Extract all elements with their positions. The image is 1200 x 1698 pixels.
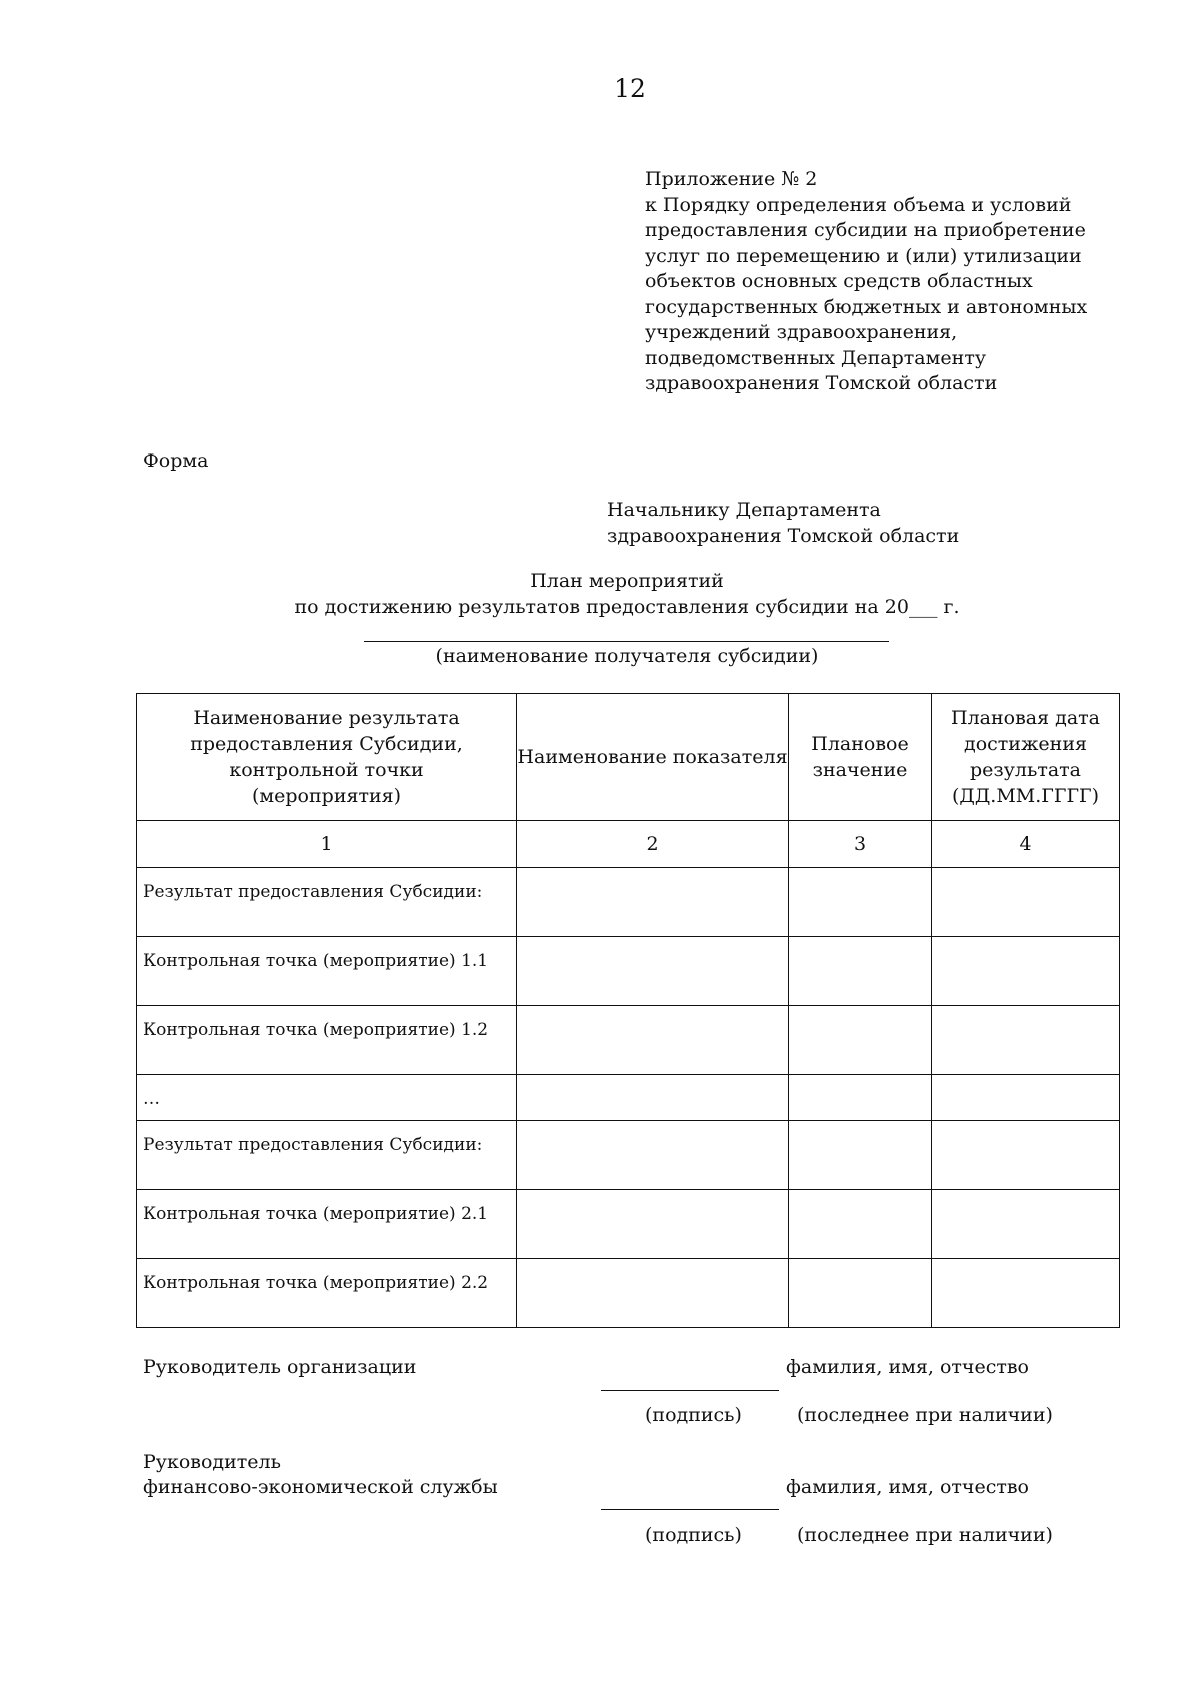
table-row <box>137 868 1120 937</box>
addressee-line: Начальнику Департамента <box>607 499 881 521</box>
table-row <box>137 1075 1120 1121</box>
indicator-name-cell[interactable] <box>517 1006 789 1075</box>
indicator-name-cell[interactable] <box>517 1075 789 1121</box>
planned-date-cell[interactable] <box>932 1006 1120 1075</box>
signatory-title-line2: финансово-экономической службы <box>143 1476 498 1498</box>
table-header-row <box>137 694 1120 821</box>
signature-line[interactable] <box>601 1509 779 1510</box>
appendix-line: учреждений здравоохранения, <box>645 321 958 343</box>
row-label: Контрольная точка (мероприятие) 1.1 <box>143 951 489 971</box>
indicator-name-cell[interactable] <box>517 1190 789 1259</box>
table-row <box>137 1190 1120 1259</box>
row-label-cell <box>137 1259 517 1328</box>
appendix-line: к Порядку определения объема и условий <box>645 193 1072 216</box>
header-cell <box>517 694 789 821</box>
header-cell <box>789 694 932 821</box>
recipient-name-field[interactable] <box>364 641 889 642</box>
plan-table <box>136 693 1120 1328</box>
row-label-cell <box>137 868 517 937</box>
header-text: Наименование показателя <box>517 746 788 768</box>
header-cell <box>137 694 517 821</box>
signature-line[interactable] <box>601 1390 779 1391</box>
table-row <box>137 937 1120 1006</box>
planned-date-cell[interactable] <box>932 1190 1120 1259</box>
planned-value-cell[interactable] <box>789 937 932 1006</box>
appendix-line: подведомственных Департаменту <box>645 346 987 369</box>
planned-date-cell[interactable] <box>932 1121 1120 1190</box>
indicator-name-cell[interactable] <box>517 1121 789 1190</box>
table-row <box>137 1121 1120 1190</box>
planned-date-cell[interactable] <box>932 937 1120 1006</box>
planned-value-cell[interactable] <box>789 1006 932 1075</box>
planned-value-cell[interactable] <box>789 868 932 937</box>
plan-title-line: План мероприятий <box>530 570 724 592</box>
signatory-title: Руководитель организации <box>143 1356 417 1378</box>
appendix-line: здравоохранения Томской области <box>645 372 998 394</box>
row-label-cell <box>137 1006 517 1075</box>
header-cell <box>932 694 1120 821</box>
indicator-name-cell[interactable] <box>517 937 789 1006</box>
row-label: Контрольная точка (мероприятие) 2.2 <box>143 1273 489 1293</box>
planned-value-cell[interactable] <box>789 1259 932 1328</box>
row-label-cell <box>137 937 517 1006</box>
column-number-row <box>137 821 1120 868</box>
appendix-line: Приложение № 2 <box>645 168 818 190</box>
planned-date-cell[interactable] <box>932 1075 1120 1121</box>
row-label: Результат предоставления Субсидии: <box>143 1135 483 1155</box>
indicator-name-cell[interactable] <box>517 868 789 937</box>
header-text: Плановое значение <box>811 733 909 781</box>
name-hint: фамилия, имя, отчество <box>786 1476 1029 1498</box>
plan-title-line: по достижению результатов предоставления субсидии на 20___ г. <box>294 596 960 618</box>
appendix-block <box>645 167 1165 397</box>
row-label: Контрольная точка (мероприятие) 1.2 <box>143 1020 489 1040</box>
appendix-line: государственных бюджетных и автономных <box>645 295 1088 318</box>
planned-value-cell[interactable] <box>789 1121 932 1190</box>
appendix-line: предоставления субсидии на приобретение <box>645 219 1086 241</box>
planned-date-cell[interactable] <box>932 1259 1120 1328</box>
planned-date-cell[interactable] <box>932 868 1120 937</box>
column-number: 2 <box>517 821 789 868</box>
planned-value-cell[interactable] <box>789 1190 932 1259</box>
row-label: … <box>143 1089 160 1109</box>
name-caption: (последнее при наличии) <box>797 1404 1053 1426</box>
planned-value-cell[interactable] <box>789 1075 932 1121</box>
row-label: Результат предоставления Субсидии: <box>143 882 483 902</box>
indicator-name-cell[interactable] <box>517 1259 789 1328</box>
signature-caption: (подпись) <box>645 1524 742 1546</box>
column-number: 4 <box>932 821 1120 868</box>
header-text: Наименование результата предоставления Субсидии, контрольной точки (мероприятия) <box>190 707 463 807</box>
row-label-cell <box>137 1190 517 1259</box>
plan-title <box>0 568 1200 620</box>
signature-caption: (подпись) <box>645 1404 742 1426</box>
row-label-cell <box>137 1121 517 1190</box>
recipient-caption: (наименование получателя субсидии) <box>435 645 819 667</box>
header-text: Плановая дата достижения результата (ДД.ММ.ГГГГ) <box>951 707 1100 807</box>
row-label: Контрольная точка (мероприятие) 2.1 <box>143 1204 489 1224</box>
column-number: 3 <box>789 821 932 868</box>
column-number: 1 <box>137 821 517 868</box>
signatory-title: Руководитель <box>143 1451 281 1473</box>
table-row <box>137 1259 1120 1328</box>
page-number: 12 <box>614 74 646 103</box>
addressee-block <box>607 497 959 549</box>
table-row <box>137 1006 1120 1075</box>
addressee-line: здравоохранения Томской области <box>607 525 960 547</box>
name-caption: (последнее при наличии) <box>797 1524 1053 1546</box>
appendix-line: объектов основных средств областных <box>645 270 1033 292</box>
form-label: Форма <box>143 450 209 472</box>
appendix-line: услуг по перемещению и (или) утилизации <box>645 244 1082 267</box>
row-label-cell <box>137 1075 517 1121</box>
name-hint: фамилия, имя, отчество <box>786 1356 1029 1378</box>
